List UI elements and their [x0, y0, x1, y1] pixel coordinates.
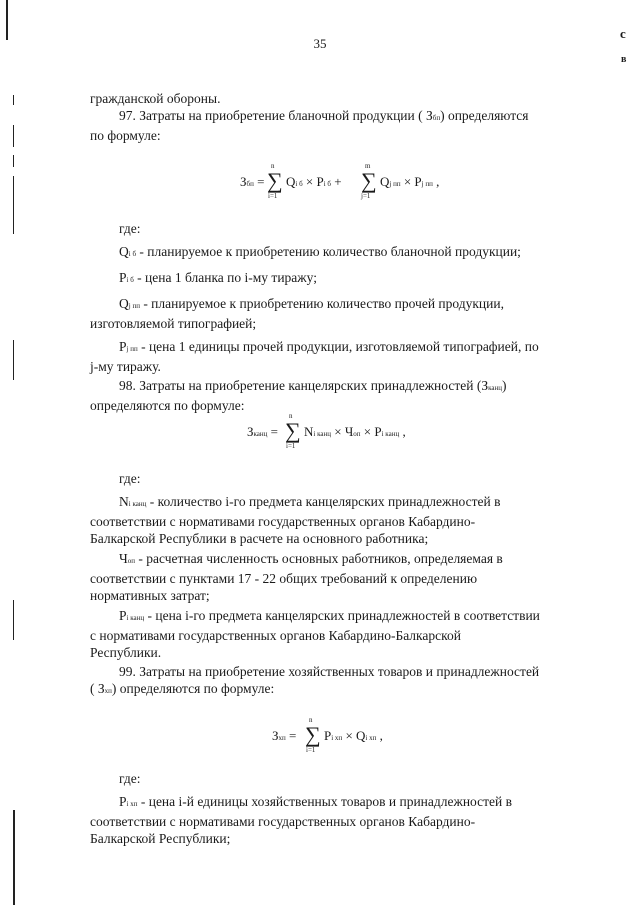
section-97	[90, 90, 588, 144]
text-line: Балкарской Республики;	[90, 831, 231, 846]
left-margin-tick	[13, 125, 14, 147]
page-number: 35	[313, 36, 327, 51]
text-line: Pi хп - цена i-й единицы хозяйственных товаров и принадлежностей в	[119, 794, 512, 809]
text-line: Республики.	[90, 645, 162, 660]
definitions-98	[90, 470, 588, 700]
definitions-99	[90, 770, 588, 847]
corner-mark: в	[621, 54, 627, 65]
formula-98: Зканц = n ∑ i=1 Ni канц × Чоп × Pi канц ,	[247, 412, 406, 450]
corner-mark: с	[620, 26, 626, 41]
text-line: Ni канц - количество i-го предмета канцелярских принадлежностей в	[119, 494, 501, 509]
text-line: ( Зхп) определяются по формуле:	[90, 681, 275, 696]
left-margin-bar	[6, 0, 8, 40]
text-line: 98. Затраты на приобретение канцелярских принадлежностей (Зканц)	[119, 378, 507, 393]
text-line: Балкарской Республики в расчете на основного работника;	[90, 531, 429, 546]
text-line: j-му тиражу.	[90, 359, 161, 374]
left-margin-tick	[13, 340, 14, 380]
text-line: Pi б - цена 1 бланка по i-му тиражу;	[119, 270, 317, 285]
left-margin-bar	[13, 810, 15, 905]
text-line: с нормативами государственных органов Кабардино-Балкарской	[90, 628, 461, 643]
text-line: Pj пп - цена 1 единицы прочей продукции, изготовляемой типографией, по	[119, 339, 539, 354]
text-line: соответствии с нормативами государственных органов Кабардино-	[90, 814, 476, 829]
text-line: определяются по формуле:	[90, 398, 245, 413]
left-margin-tick	[13, 155, 14, 167]
text-line: соответствии с пунктами 17 - 22 общих требований к определению	[90, 571, 478, 586]
text-line: Pi канц - цена i-го предмета канцелярских принадлежностей в соответствии	[119, 608, 540, 623]
text-line: изготовляемой типографией;	[90, 316, 257, 331]
text-line: Чоп - расчетная численность основных работников, определяемая в	[119, 551, 503, 566]
text-line: где:	[119, 771, 141, 786]
text-line: соответствии с нормативами государственных органов Кабардино-	[90, 514, 476, 529]
text-line: где:	[119, 471, 141, 486]
text-line: гражданской обороны.	[90, 91, 221, 106]
text-line: по формуле:	[90, 128, 161, 143]
text-line: Qj пп - планируемое к приобретению количество прочей продукции,	[119, 296, 504, 311]
text-line: 99. Затраты на приобретение хозяйственных товаров и принадлежностей	[119, 664, 540, 679]
formula-97: Збп = n ∑ i=1 Qi б × Pi б + m ∑ j=1 Qj пп × Pj пп ,	[240, 162, 440, 200]
text-line: где:	[119, 221, 141, 236]
definitions-97	[90, 220, 588, 414]
formula-99: Зхп = n ∑ i=1 Pi хп × Qi хп ,	[272, 716, 383, 754]
text-line: 97. Затраты на приобретение бланочной продукции ( Збп) определяются	[119, 108, 529, 123]
text-line: нормативных затрат;	[90, 588, 210, 603]
text-line: Qi б - планируемое к приобретению количество бланочной продукции;	[119, 244, 521, 259]
left-margin-tick	[13, 600, 14, 640]
left-margin-tick	[13, 176, 14, 234]
left-margin-tick	[13, 95, 14, 105]
